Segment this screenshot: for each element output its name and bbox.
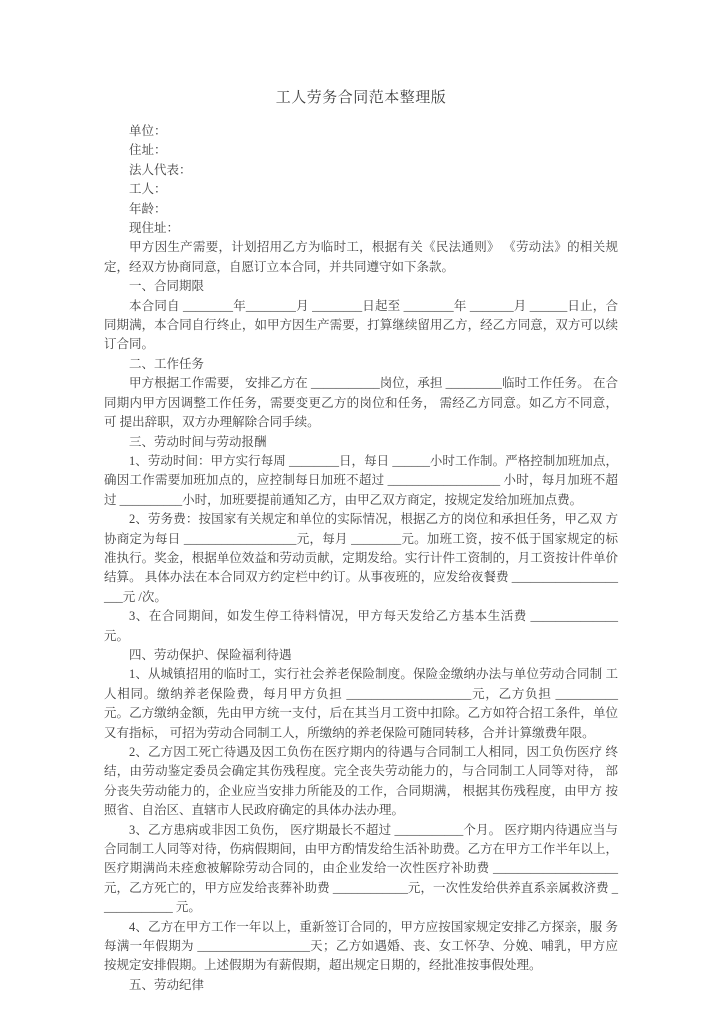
- document-title: 工人劳务合同范本整理版: [275, 90, 447, 106]
- field-unit: 单位：: [129, 124, 167, 138]
- paragraph: 2、乙方因工死亡待遇及因工负伤在医疗期内的待遇与合同制工人相同，因工负伤医疗 终结，由劳动鉴定委员会确定其伤残程度。完全丧失劳动能力的，与合同制工人同等对待， 部分丧失劳动能力的，企业应当安排力所能及的工作，合同期满， 根据其伤残程度，由甲方 按照省、自治区、直辖市人民政府确定的具体办法办理。: [104, 745, 618, 818]
- header-fields: [104, 122, 618, 238]
- intro-paragraph: 甲方因生产需要，计划招用乙方为临时工，根据有关《民法通则》 《劳动法》的相关规 定，经双方协商同意，自愿订立本合同，并共同遵守如下条款。: [104, 240, 618, 274]
- field-legal-representative: 法人代表：: [129, 162, 192, 177]
- paragraph: 本合同自 ________年________月 ________日起至 ________年 _______月 ______日止，合同期满，本合同自行终止，如甲方因生产需要，打算继续留用乙方，经乙方同意，双方可以续 订合同。: [104, 298, 618, 352]
- paragraph: 3、在合同期间，如发生停工待料情况，甲方每天发给乙方基本生活费 ______________元。: [104, 609, 618, 643]
- paragraph: 4、乙方在甲方工作一年以上，重新签订合同的，甲方应按国家规定安排乙方探亲，服 务每满一年假期为 __________________天；乙方如遇婚、丧、女工怀孕、分娩、哺乳，甲方应按规定安排假期。上述假期为有薪假期，超出规定日期的，经批准按事假处理。: [104, 919, 618, 973]
- field-worker: 工人：: [129, 182, 167, 197]
- section-heading: 一、合同期限: [129, 279, 205, 294]
- section-protection-and-welfare: [104, 646, 618, 976]
- section-contract-term: [104, 277, 618, 355]
- section-heading: 二、工作任务: [129, 356, 205, 371]
- section-labor-discipline: [104, 976, 618, 995]
- section-hours-and-pay: [104, 433, 618, 646]
- paragraph: 2、劳务费：按国家有关规定和单位的实际情况，根据乙方的岗位和承担任务，甲乙双 方协商定为每日 __________________元，每月 ________元。加班工资，按不低于国家规定的标准执行。奖金，根据单位效益和劳动贡献，定期发给。实行计件工资制的，月工资按计件单价结算。 具体办法在本合同双方约定栏中约订。从事夜班的，应发给夜餐费 ____________________元 /次。: [104, 512, 618, 604]
- document-content: [104, 88, 618, 995]
- section-work-tasks: [104, 355, 618, 433]
- paragraph: 1、劳动时间：甲方实行每周 ________日，每日 ______小时工作制。严格控制加班加点，确因工作需要加班加点的，应控制每日加班不超过 __________________ 小时，每月加班不超过 __________小时，加班要提前通知乙方，由甲乙双方商定，按规定发给加班加点费。: [104, 453, 618, 507]
- field-current-address: 现住址：: [129, 221, 180, 236]
- section-heading: 四、劳动保护、保险福利待遇: [129, 647, 292, 662]
- paragraph: 甲方根据工作需要， 安排乙方在 ___________岗位，承担 _________临时工作任务。 在合同期内甲方因调整工作任务，需要变更乙方的岗位和任务， 需经乙方同意。如乙方不同意，可 提出辞职，双方办理解除合同手续。: [104, 376, 618, 430]
- paragraph: 1、从城镇招用的临时工，实行社会养老保险制度。保险金缴纳办法与单位劳动合同制 工人相同。缴纳养老保险费，每月甲方负担 ____________________元，乙方负担 __________元。乙方缴纳金额，先由甲方统一支付，后在其当月工资中扣除。乙方如符合招工条件，单位又有指标， 可招为劳动合同制工人，所缴纳的养老保险可随同转移，合并计算缴费年限。: [104, 667, 618, 740]
- section-heading: 五、劳动纪律: [129, 977, 205, 992]
- paragraph: 3、乙方患病或非因工负伤， 医疗期最长不超过 ___________个月。 医疗期内待遇应当与合同制工人同等对待，伤病假期间，由甲方酌情发给生活补助费。乙方在甲方工作半年以上， 医疗期满尚未痊愈被解除劳动合同的，由企业发给一次性医疗补助费 ____________________元，乙方死亡的，甲方应发给丧葬补助费 ____________元，一次性发给供养直系亲属救济费 ____________ 元。: [104, 822, 618, 915]
- section-heading: 三、劳动时间与劳动报酬: [129, 434, 267, 449]
- field-age: 年龄：: [129, 201, 167, 216]
- field-address: 住址：: [129, 143, 167, 158]
